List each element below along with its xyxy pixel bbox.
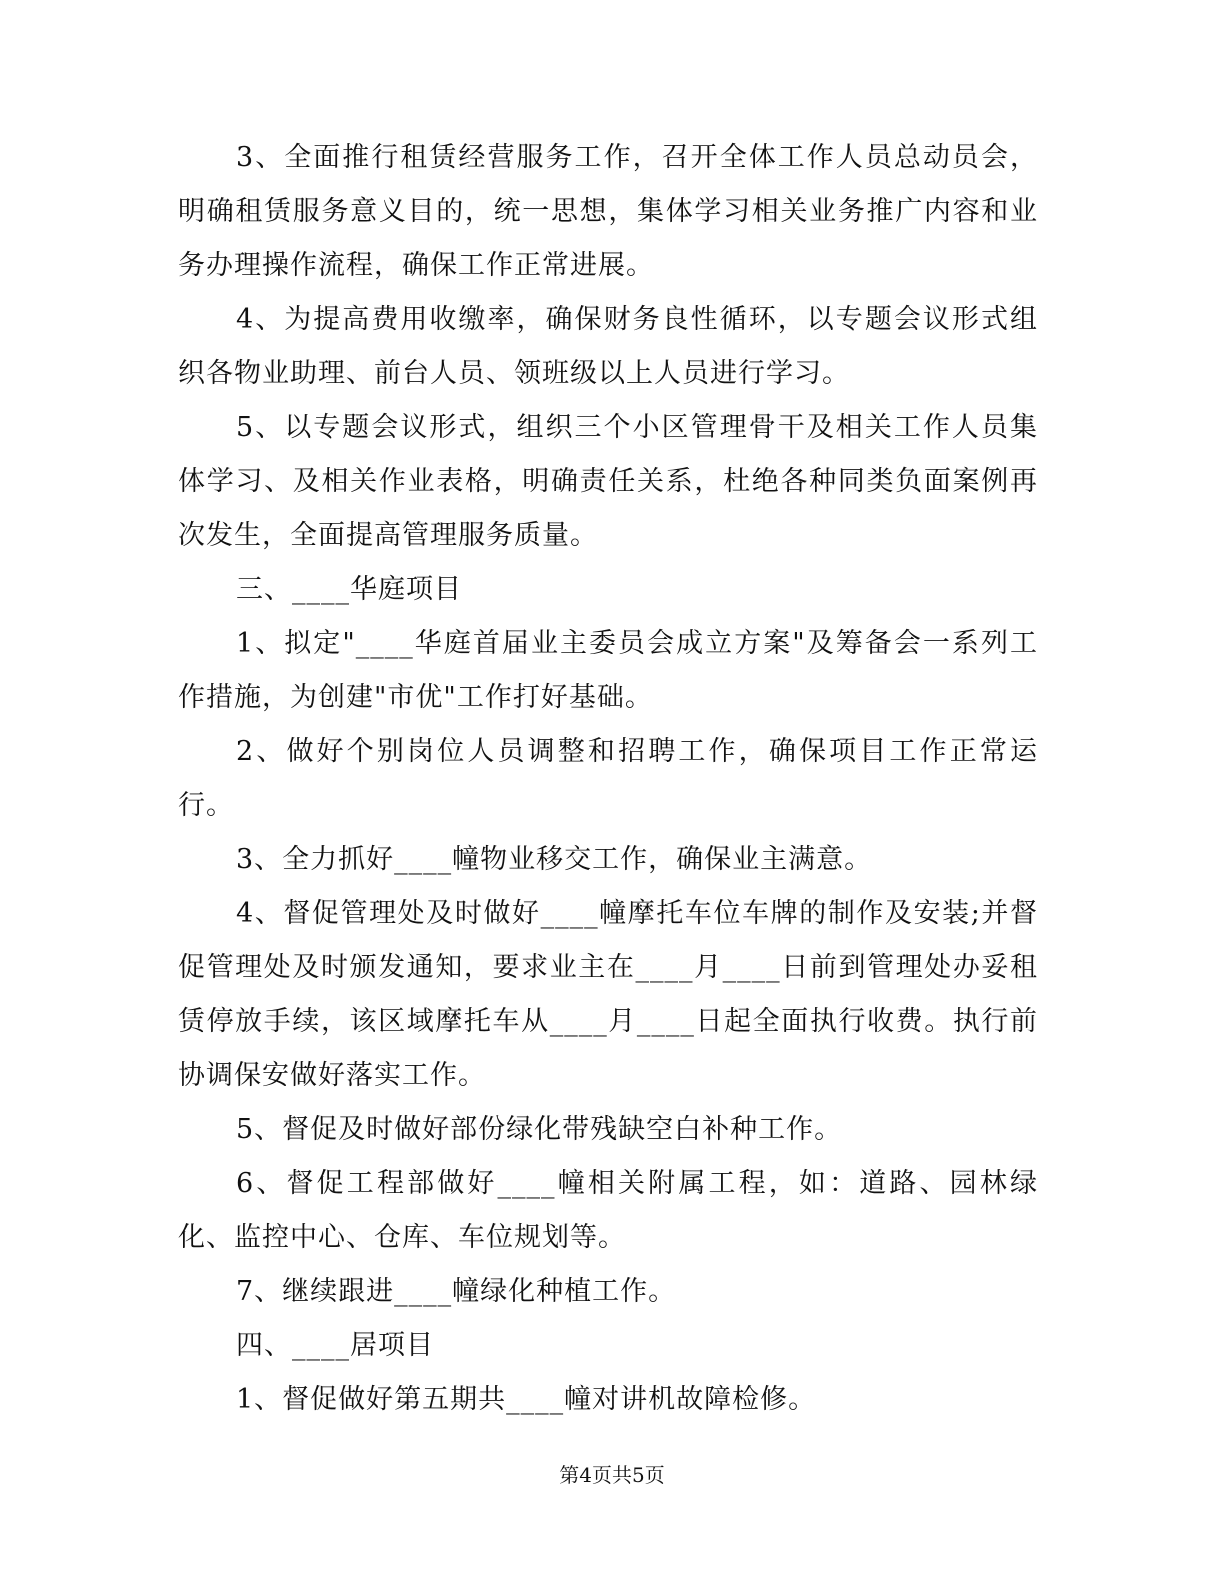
document-body [178, 131, 1038, 1427]
paragraph: 5、督促及时做好部份绿化带残缺空白补种工作。 [236, 1114, 843, 1145]
paragraph: 6、督促工程部做好____幢相关附属工程，如：道路、园林绿化、监控中心、仓库、车位规划等。 [178, 1168, 1038, 1253]
section-heading: 三、____华庭项目 [236, 574, 462, 605]
section-heading: 四、____居项目 [236, 1330, 434, 1361]
page-number-footer: 第4页共5页 [559, 1463, 665, 1487]
paragraph: 3、全面推行租赁经营服务工作，召开全体工作人员总动员会，明确租赁服务意义目的，统一思想，集体学习相关业务推广内容和业务办理操作流程，确保工作正常进展。 [178, 142, 1038, 281]
paragraph: 2、做好个别岗位人员调整和招聘工作，确保项目工作正常运行。 [178, 736, 1038, 821]
paragraph: 5、以专题会议形式，组织三个小区管理骨干及相关工作人员集体学习、及相关作业表格，明确责任关系，杜绝各种同类负面案例再次发生，全面提高管理服务质量。 [178, 412, 1038, 551]
paragraph: 4、督促管理处及时做好____幢摩托车位车牌的制作及安装;并督促管理处及时颁发通知，要求业主在____月____日前到管理处办妥租赁停放手续，该区域摩托车从____月____日起全面执行收费。执行前协调保安做好落实工作。 [178, 898, 1038, 1091]
paragraph: 7、继续跟进____幢绿化种植工作。 [236, 1276, 677, 1307]
paragraph: 4、为提高费用收缴率，确保财务良性循环，以专题会议形式组织各物业助理、前台人员、领班级以上人员进行学习。 [178, 304, 1038, 389]
paragraph: 3、全力抓好____幢物业移交工作，确保业主满意。 [236, 844, 873, 875]
paragraph: 1、督促做好第五期共____幢对讲机故障检修。 [236, 1384, 817, 1415]
paragraph: 1、拟定"____华庭首届业主委员会成立方案"及筹备会一系列工作措施，为创建"市优"工作打好基础。 [178, 628, 1038, 713]
